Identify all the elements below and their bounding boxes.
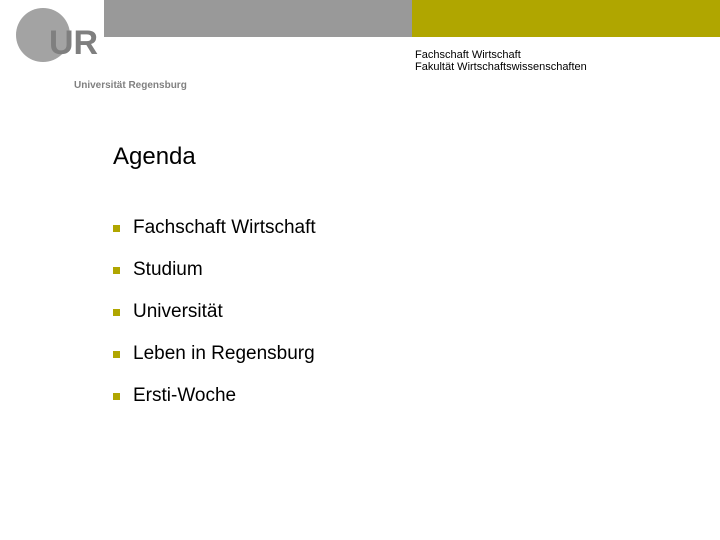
list-item (113, 300, 316, 324)
page-title: Agenda (113, 143, 196, 170)
list-item (113, 342, 316, 366)
university-logo (16, 8, 196, 94)
ur-logo-icon (16, 8, 196, 94)
logo-letters: UR (49, 24, 99, 62)
list-item-label: Leben in Regensburg (133, 343, 315, 364)
list-item-label: Ersti-Woche (133, 385, 237, 406)
agenda-list (113, 216, 316, 426)
organization-header (415, 49, 587, 73)
square-bullet-icon (113, 267, 120, 274)
square-bullet-icon (113, 225, 120, 232)
org-name: Fachschaft Wirtschaft (415, 49, 521, 61)
header-band-olive (412, 0, 720, 37)
list-item-label: Universität (133, 301, 223, 322)
logo-wordmark: Universität Regensburg (74, 80, 187, 91)
square-bullet-icon (113, 309, 120, 316)
list-item-label: Studium (133, 259, 203, 280)
list-item-label: Fachschaft Wirtschaft (133, 217, 316, 238)
square-bullet-icon (113, 393, 120, 400)
faculty-name: Fakultät Wirtschaftswissenschaften (415, 61, 587, 73)
square-bullet-icon (113, 351, 120, 358)
list-item (113, 384, 316, 408)
list-item (113, 258, 316, 282)
list-item (113, 216, 316, 240)
